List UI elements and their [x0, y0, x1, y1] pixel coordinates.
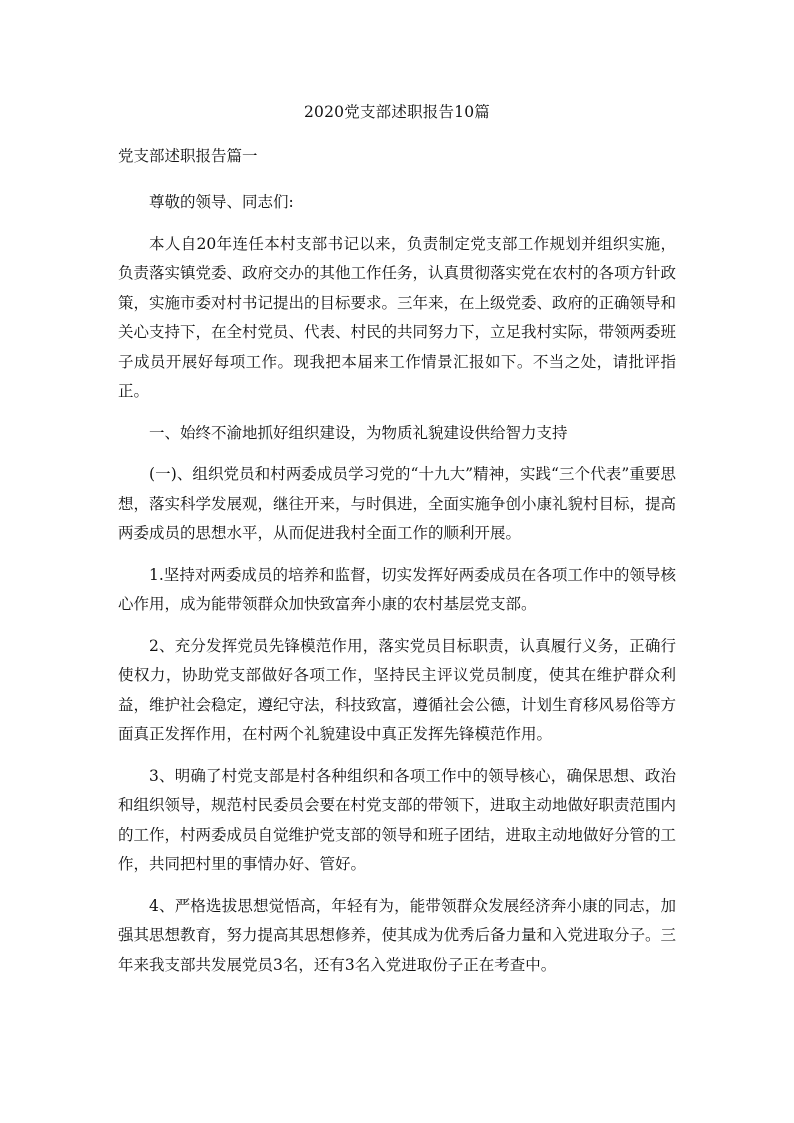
paragraph-item-one: (一)、组织党员和村两委成员学习党的“十九大”精神，实践“三个代表”重要思想，落实科学发展观，继往开来，与时俱进，全面实施争创小康礼貌村目标，提高两委成员的思想水平，从而促进我村全面工作的顺利开展。 — [118, 465, 677, 542]
section-heading: 党支部述职报告篇一 — [118, 147, 258, 165]
paragraph-point-2: 2、充分发挥党员先锋模范作用，落实党员目标职责，认真履行义务，正确行使权力，协助党支部做好各项工作，坚持民主评议党员制度，使其在维护群众利益，维护社会稳定，遵纪守法，科技致富，遵循社会公德，计划生育移风易俗等方面真正发挥作用，在村两个礼貌建设中真正发挥先锋模范作用。 — [118, 636, 677, 743]
paragraph-point-4: 4、严格选拔思想觉悟高，年轻有为，能带领群众发展经济奔小康的同志，加强其思想教育，努力提高其思想修养，使其成为优秀后备力量和入党进取分子。三年来我支部共发展党员3名，还有3名入党进取份子正在考查中。 — [118, 896, 677, 974]
paragraph-salutation: 尊敬的领导、同志们: — [149, 193, 294, 211]
paragraph-point-1: 1.坚持对两委成员的培养和监督，切实发挥好两委成员在各项工作中的领导核心作用，成为能带领群众加快致富奔小康的农村基层党支部。 — [118, 565, 676, 613]
paragraph-heading-one: 一、始终不渝地抓好组织建设，为物质礼貌建设供给智力支持 — [149, 423, 568, 442]
paragraph-point-3: 3、明确了村党支部是村各种组织和各项工作中的领导核心，确保思想、政治和组织领导，规范村民委员会要在村党支部的带领下，进取主动地做好职责范围内的工作，村两委成员自觉维护党支部的领导和班子团结，进取主动地做好分管的工作，共同把村里的事情办好、管好。 — [118, 766, 677, 873]
paragraph-intro: 本人自20年连任本村支部书记以来，负责制定党支部工作规划并组织实施，负责落实镇党委、政府交办的其他工作任务，认真贯彻落实党在农村的各项方针政策，实施市委对村书记提出的目标要求。三年来，在上级党委、政府的正确领导和关心支持下，在全村党员、代表、村民的共同努力下，立足我村实际，带领两委班子成员开展好每项工作。现我把本届来工作情景汇报如下。不当之处，请批评指正。 — [118, 234, 677, 400]
document-title: 2020党支部述职报告10篇 — [304, 103, 490, 121]
